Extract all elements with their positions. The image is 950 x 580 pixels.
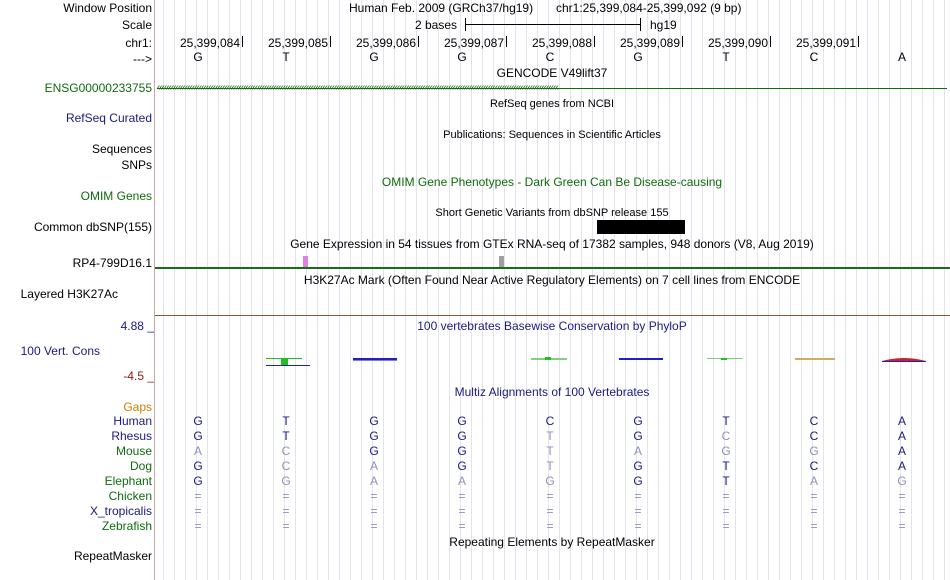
refseq-track-label[interactable]: RefSeq Curated [65, 111, 152, 125]
coordinate-tick [770, 36, 771, 47]
coordinate-label: 25,399,087 [443, 36, 505, 50]
coordinate-tick [594, 36, 595, 47]
species-label[interactable]: Mouse [115, 444, 152, 458]
layered-h3k27ac-track-label[interactable]: Layered H3K27Ac [20, 287, 118, 301]
reference-base: G [633, 50, 643, 64]
alignment-base: = [722, 519, 730, 533]
publications-track-title: Publications: Sequences in Scientific Articles [443, 129, 661, 141]
window-position-label: Window Position [63, 1, 152, 15]
reference-base: G [369, 50, 379, 64]
phylop-bar-2 [353, 358, 397, 361]
h3k27ac-divider [155, 315, 950, 316]
dbsnp-variant-block[interactable] [597, 220, 685, 234]
strand-arrow-label: ---> [133, 52, 152, 66]
reference-base: G [457, 50, 467, 64]
alignment-base: = [810, 519, 818, 533]
species-label[interactable]: Elephant [104, 474, 152, 488]
coordinate-tick [858, 36, 859, 47]
h3k27ac-track-title: H3K27Ac Mark (Often Found Near Active Regulatory Elements) on 7 cell lines from ENCODE [303, 273, 801, 287]
alignment-base: = [458, 489, 466, 503]
coordinate-label: 25,399,086 [355, 36, 417, 50]
coordinate-tick [418, 36, 419, 47]
coordinate-tick [242, 36, 243, 47]
coordinate-tick [682, 36, 683, 47]
snps-track-label[interactable]: SNPs [121, 158, 152, 172]
alignment-base: C [809, 459, 819, 473]
alignment-base: T [546, 429, 554, 443]
gaps-label: Gaps [123, 400, 152, 414]
species-label[interactable]: Human [113, 414, 152, 428]
coordinate-label: 25,399,088 [531, 36, 593, 50]
alignment-base: G [633, 429, 643, 443]
alignment-base: G [193, 429, 203, 443]
alignment-base: C [809, 429, 819, 443]
coordinate-label: 25,399,084 [179, 36, 241, 50]
alignment-base: = [634, 489, 642, 503]
coordinate-label: 25,399,090 [707, 36, 769, 50]
alignment-base: C [545, 414, 555, 428]
alignment-base: A [809, 474, 818, 488]
phylop-conservation-plot[interactable] [155, 352, 950, 372]
alignment-base: T [722, 474, 730, 488]
alignment-base: A [369, 459, 378, 473]
sequences-track-label[interactable]: Sequences [91, 142, 152, 156]
coordinate-label: 25,399,091 [795, 36, 857, 50]
phylop-bar-5 [707, 358, 743, 360]
common-dbsnp-track-label[interactable]: Common dbSNP(155) [33, 220, 152, 234]
alignment-base: C [281, 459, 291, 473]
alignment-base: = [370, 504, 378, 518]
reference-base: G [193, 50, 203, 64]
alignment-base: C [281, 444, 291, 458]
ensg-track-label[interactable]: ENSG00000233755 [44, 81, 152, 95]
reference-base: C [545, 50, 555, 64]
dbsnp-track-title: Short Genetic Variants from dbSNP release 155 [435, 207, 669, 219]
alignment-base: = [546, 489, 554, 503]
cons-max-label: 4.88 _ [120, 319, 154, 333]
scale-assembly: hg19 [650, 18, 677, 32]
alignment-base: A [457, 474, 466, 488]
scale-label: Scale [121, 18, 152, 32]
alignment-base: = [282, 504, 290, 518]
alignment-base: = [282, 489, 290, 503]
species-label[interactable]: X_tropicalis [89, 504, 152, 518]
alignment-base: A [633, 444, 642, 458]
alignment-base: G [193, 414, 203, 428]
cons-track-label[interactable]: 100 Vert. Cons [20, 344, 100, 358]
alignment-base: = [194, 489, 202, 503]
alignment-base: = [722, 504, 730, 518]
alignment-base: G [545, 474, 555, 488]
multiz-track-title: Multiz Alignments of 100 Vertebrates [454, 385, 650, 399]
coordinate-label: 25,399,085 [267, 36, 329, 50]
alignment-base: G [193, 459, 203, 473]
alignment-base: = [546, 519, 554, 533]
phylop-track-title: 100 vertebrates Basewise Conservation by PhyloP [417, 319, 687, 333]
alignment-base: A [193, 444, 202, 458]
species-label[interactable]: Zebrafish [101, 519, 152, 533]
alignment-base: = [722, 489, 730, 503]
alignment-base: G [193, 474, 203, 488]
cons-min-label: -4.5 _ [123, 369, 154, 383]
alignment-base: = [458, 504, 466, 518]
alignment-base: T [546, 444, 554, 458]
alignment-base: G [457, 444, 467, 458]
chr-label: chr1: [125, 36, 152, 50]
coordinate-label: 25,399,089 [619, 36, 681, 50]
alignment-base: = [810, 489, 818, 503]
alignment-base: G [897, 474, 907, 488]
gtex-bar-gray[interactable] [499, 256, 504, 267]
omim-track-label[interactable]: OMIM Genes [80, 189, 152, 203]
alignment-base: G [457, 414, 467, 428]
repeatmasker-track-title: Repeating Elements by RepeatMasker [449, 535, 655, 549]
alignment-base: A [369, 474, 378, 488]
phylop-bar-7 [882, 358, 926, 362]
reference-base: T [722, 50, 730, 64]
alignment-base: = [546, 504, 554, 518]
alignment-base: G [721, 444, 731, 458]
alignment-base: = [370, 519, 378, 533]
phylop-bar-6 [795, 358, 835, 360]
omim-track-title: OMIM Gene Phenotypes - Dark Green Can Be Disease-causing [381, 175, 723, 189]
assembly-title: Human Feb. 2009 (GRCh37/hg19) [349, 1, 534, 15]
gtex-bar-pink[interactable] [303, 256, 308, 267]
alignment-base: T [722, 414, 730, 428]
species-label[interactable]: Rhesus [111, 429, 152, 443]
repeatmasker-track-label[interactable]: RepeatMasker [73, 549, 152, 563]
alignment-base: A [897, 429, 906, 443]
alignment-base: = [898, 519, 906, 533]
phylop-bar-1 [266, 358, 310, 366]
phylop-bar-4 [619, 358, 663, 360]
phylop-bar-3 [531, 357, 567, 360]
species-label[interactable]: Chicken [108, 489, 152, 503]
alignment-base: = [282, 519, 290, 533]
reference-base: C [809, 50, 819, 64]
alignment-base: G [633, 414, 643, 428]
refseq-track-title: RefSeq genes from NCBI [489, 98, 615, 110]
alignment-base: G [369, 429, 379, 443]
scale-text: 2 bases [415, 18, 458, 32]
alignment-base: = [898, 504, 906, 518]
alignment-base: = [634, 519, 642, 533]
alignment-base: G [457, 459, 467, 473]
alignment-base: G [809, 444, 819, 458]
alignment-base: G [633, 474, 643, 488]
alignment-base: T [546, 459, 554, 473]
alignment-base: = [898, 489, 906, 503]
alignment-base: G [457, 429, 467, 443]
alignment-base: G [369, 444, 379, 458]
alignment-base: = [634, 504, 642, 518]
alignment-base: G [281, 474, 291, 488]
coordinate-tick [506, 36, 507, 47]
alignment-base: T [282, 414, 290, 428]
alignment-base: T [282, 429, 290, 443]
reference-base: T [282, 50, 290, 64]
alignment-base: = [194, 504, 202, 518]
gtex-track-title: Gene Expression in 54 tissues from GTEx RNA-seq of 17382 samples, 948 donors (V8, Aug 2019) [290, 237, 814, 251]
alignment-base: C [721, 429, 731, 443]
gencode-gene-axis [157, 88, 947, 89]
alignment-base: G [369, 414, 379, 428]
gtex-baseline [155, 267, 950, 269]
coordinate-tick [330, 36, 331, 47]
alignment-base: = [458, 519, 466, 533]
species-label[interactable]: Dog [129, 459, 152, 473]
gencode-track-title: GENCODE V49lift37 [496, 66, 608, 80]
data-area-border [154, 0, 155, 580]
alignment-base: = [370, 489, 378, 503]
alignment-base: A [897, 459, 906, 473]
alignment-base: = [194, 519, 202, 533]
alignment-base: A [897, 444, 906, 458]
alignment-base: C [809, 414, 819, 428]
alignment-base: T [722, 459, 730, 473]
alignment-base: = [810, 504, 818, 518]
reference-base: A [897, 50, 906, 64]
rp4-track-label[interactable]: RP4-799D16.1 [72, 256, 152, 270]
window-position-value: chr1:25,399,084-25,399,092 (9 bp) [556, 1, 742, 15]
alignment-base: A [897, 414, 906, 428]
alignment-base: G [633, 459, 643, 473]
